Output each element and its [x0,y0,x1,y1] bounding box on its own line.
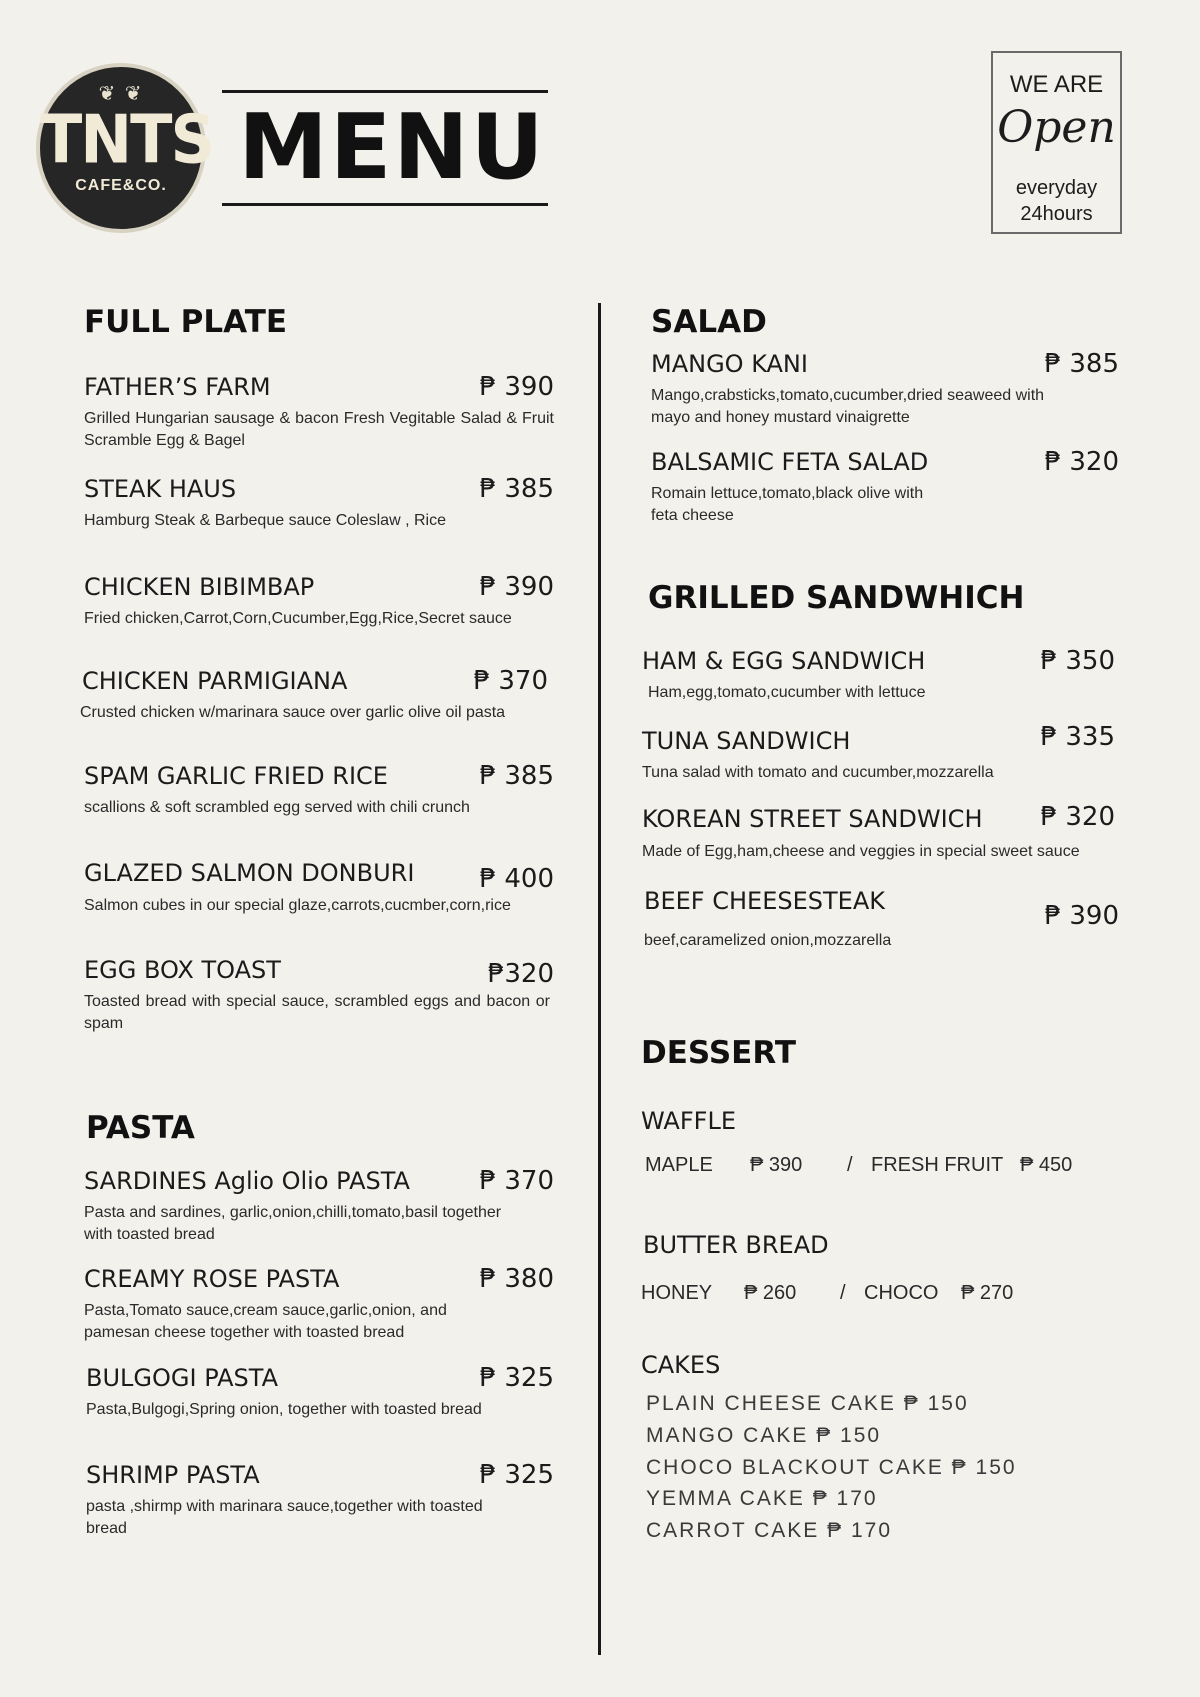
butter-bread-option-price: ₱ 260 [744,1282,797,1304]
menu-item-desc: beef,caramelized onion,mozzarella [644,932,892,949]
cake-item: YEMMA CAKE ₱ 170 [646,1487,878,1510]
menu-item-desc: Pasta and sardines, garlic,onion,chilli,tomato,basil together with toasted bread [84,1204,502,1243]
menu-item-desc: scallions & soft scrambled egg served with chili crunch [84,799,470,816]
menu-item-name: TUNA SANDWICH [642,727,851,755]
open-sign-line3: everyday [1015,177,1098,199]
open-sign-line4: 24hours [1020,203,1093,225]
open-hours-sign [991,51,1122,234]
section-title-salad: SALAD [651,304,767,340]
menu-item-desc: Pasta,Bulgogi,Spring onion, together with toasted bread [86,1401,482,1418]
menu-item-price: ₱ 390 [1044,901,1119,931]
menu-item-price: ₱ 380 [479,1264,554,1294]
waffle-option-name: FRESH FRUIT [871,1154,1004,1176]
menu-item-name: BALSAMIC FETA SALAD [651,448,929,476]
open-sign-line1: WE ARE [1009,71,1104,98]
menu-item-desc: Mango,crabsticks,tomato,cucumber,dried seaweed with mayo and honey mustard vinaigrette [651,387,1045,426]
butter-bread-option-price: ₱ 270 [961,1282,1014,1304]
column-divider [598,303,601,1655]
menu-item-price: ₱ 385 [479,474,554,504]
section-title-full-plate: FULL PLATE [84,304,288,340]
option-separator: / [840,1282,846,1304]
menu-item-name: GLAZED SALMON DONBURI [84,859,415,887]
menu-item-price: ₱ 370 [473,666,548,696]
menu-item-price: ₱320 [487,959,554,989]
section-title-pasta: PASTA [86,1110,195,1146]
dessert-waffle-title: WAFFLE [641,1107,736,1135]
logo [36,63,214,233]
open-sign-script: Open [997,102,1116,153]
menu-item-name: MANGO KANI [651,350,808,378]
menu-item-desc: Toasted bread with special sauce, scrambled eggs and bacon or spam [84,993,550,1032]
menu-item-desc: Romain lettuce,tomato,black olive with feta cheese [651,485,924,524]
menu-item-price: ₱ 390 [479,372,554,402]
dessert-butter-bread-title: BUTTER BREAD [643,1231,829,1259]
menu-item-desc: Crusted chicken w/marinara sauce over garlic olive oil pasta [80,704,506,721]
menu-item-name: BULGOGI PASTA [86,1364,278,1392]
menu-item-price: ₱ 325 [479,1460,554,1490]
menu-item-price: ₱ 370 [479,1166,554,1196]
menu-item-name: KOREAN STREET SANDWICH [642,805,983,833]
menu-item-name: SPAM GARLIC FRIED RICE [84,762,388,790]
page-title: MENU [238,95,546,200]
menu-item-name: CHICKEN PARMIGIANA [82,667,348,695]
menu-item-name: HAM & EGG SANDWICH [642,647,926,675]
cake-item: CHOCO BLACKOUT CAKE ₱ 150 [646,1456,1017,1479]
menu-item-name: CHICKEN BIBIMBAP [84,573,315,601]
waffle-option-name: MAPLE [645,1154,713,1176]
cake-item: PLAIN CHEESE CAKE ₱ 150 [646,1392,969,1415]
menu-item-name: SHRIMP PASTA [86,1461,260,1489]
menu-item-price: ₱ 400 [479,864,554,894]
title-bottom-rule [222,203,548,206]
menu-item-price: ₱ 385 [1044,349,1119,379]
menu-item-desc: Ham,egg,tomato,cucumber with lettuce [648,684,926,701]
menu-item-name: CREAMY ROSE PASTA [84,1265,340,1293]
logo-subtitle: CAFE&CO. [75,177,167,194]
menu-item-price: ₱ 390 [479,572,554,602]
menu-item-name: STEAK HAUS [84,475,237,503]
waffle-option-price: ₱ 390 [750,1154,803,1176]
coffee-beans-icon: ❦ ❦ [98,83,144,105]
menu-item-price: ₱ 320 [1044,447,1119,477]
menu-item-desc: Hamburg Steak & Barbeque sauce Coleslaw , Rice [84,512,446,529]
waffle-option-price: ₱ 450 [1020,1154,1073,1176]
menu-item-price: ₱ 325 [479,1363,554,1393]
menu-item-desc: Made of Egg,ham,cheese and veggies in special sweet sauce [642,843,1080,860]
menu-item-desc: Fried chicken,Carrot,Corn,Cucumber,Egg,Rice,Secret sauce [84,610,512,627]
menu-item-price: ₱ 320 [1040,802,1115,832]
section-title-dessert: DESSERT [641,1035,796,1071]
menu-item-desc: Grilled Hungarian sausage & bacon Fresh Vegitable Salad & Fruit Scramble Egg & Bagel [84,410,554,449]
menu-item-price: ₱ 350 [1040,646,1115,676]
option-separator: / [847,1154,853,1176]
menu-item-desc: Tuna salad with tomato and cucumber,mozzarella [642,764,994,781]
cake-item: CARROT CAKE ₱ 170 [646,1519,893,1542]
cake-item: MANGO CAKE ₱ 150 [646,1424,882,1447]
dessert-cakes-title: CAKES [641,1351,721,1379]
menu-item-price: ₱ 335 [1040,722,1115,752]
section-title-grilled-sandwich: GRILLED SANDWHICH [648,580,1025,616]
menu-item-desc: pasta ,shirmp with marinara sauce,together with toasted bread [86,1498,483,1537]
menu-item-desc: Pasta,Tomato sauce,cream sauce,garlic,onion, and pamesan cheese together with toasted bread [84,1302,447,1341]
menu-item-price: ₱ 385 [479,761,554,791]
menu-item-name: EGG BOX TOAST [84,956,281,984]
logo-brand: TNTS [40,100,214,179]
butter-bread-option-name: CHOCO [864,1282,939,1304]
butter-bread-option-name: HONEY [641,1282,713,1304]
menu-item-name: BEEF CHEESESTEAK [644,887,885,915]
menu-item-name: FATHER’S FARM [84,373,271,401]
menu-item-name: SARDINES Aglio Olio PASTA [84,1167,410,1195]
menu-item-desc: Salmon cubes in our special glaze,carrots,cucmber,corn,rice [84,897,511,914]
